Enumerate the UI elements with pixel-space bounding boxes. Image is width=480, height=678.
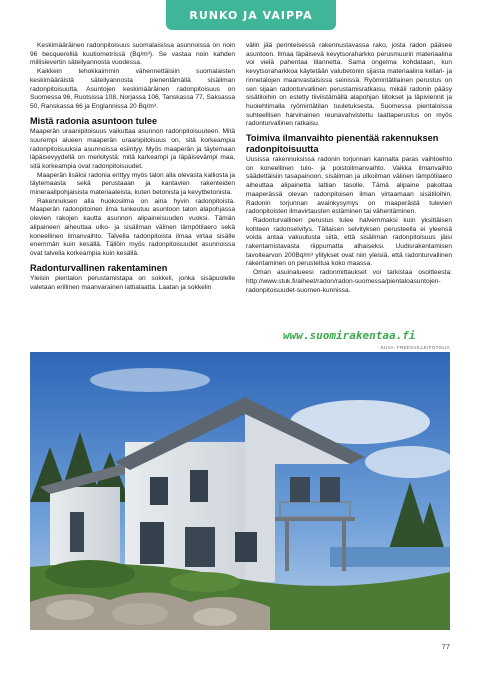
- lake: [330, 547, 450, 567]
- page-number: 77: [441, 642, 450, 651]
- window: [190, 470, 208, 502]
- paragraph: Maaperän lisäksi radonia erittyy myös talon alla olevasta kalliosta ja täytemaasta sekä perustaaan ja kantavien rakenteiden mineraalipohjaisista materiaaleista, kuten betonista ja kevytbetonista.: [30, 171, 235, 197]
- cloud: [90, 368, 210, 392]
- photo-credit: KUVA: FREESVILLE/FOTOLIA: [380, 345, 450, 350]
- house-photo: [30, 352, 450, 630]
- window: [235, 532, 257, 562]
- paragraph: välin jää perinteisessä rakennustavassa rako, josta radon pääsee asuntoon. Ilmaa läpäisevä kevytsoraharkko perusmuurin materiaalina voi vielä pahentaa tilannetta. Sama ongelma kohdataan, kun kevytsoraharkkoa käytetään valubetonin sijasta materiaalina kellari- ja rinnetalojen maanvastaisissa seinissä. Ryömintätilainen perustus on sen sijaan radonturvallinen perustamisratkaisu, mikäli radonin pääsy sisätiloihin on estetty tiiviistämällä alapohjan liitokset ja läpiviennit ja huolehtimalla ryömintätilan tuuletuksesta. Suomessa pientaloissa suhteellisen harvinainen reunavahvistettu laattaperustus on myös radonturvallinen ratkaisu.: [246, 42, 452, 128]
- rock: [46, 600, 94, 620]
- window: [320, 477, 340, 502]
- website-link[interactable]: www.suomirakentaa.fi: [283, 329, 416, 342]
- window: [140, 522, 164, 564]
- paragraph: Maaperän uraanipitoisuus vaikuttaa asunnon radonpitoisuuteen. Mitä suurempi alueen maaperän uraanipitoisuus on, sitä korkeampia radonpitoisuuksia asunnoissa esiintyy. Myös maaperän ja täytemaan läpäisevyydellä on merkitystä: mitä karkeampi ja läpäisevämpi maa, sitä korkeampia ovat radonpitoisuudet.: [30, 128, 235, 170]
- rock: [112, 603, 168, 625]
- rock: [193, 608, 237, 626]
- section-heading: Toimiva ilmanvaihto pienentää rakennuksen radonpitoisuutta: [246, 133, 439, 154]
- shrub: [45, 560, 135, 588]
- paragraph: Keskimääräinen radonpitoisuus suomalaisissa asunnoissa on noin 96 becquerelliä kuutiometrissä (Bq/m³). Se vastaa noin kahden millisievertin säteilyannosta vuodessa.: [30, 42, 235, 67]
- house-wing: [50, 487, 120, 572]
- door: [185, 527, 215, 567]
- section-heading: Mistä radonia asuntoon tulee: [30, 115, 158, 126]
- window: [290, 477, 310, 502]
- left-column: [30, 42, 235, 293]
- paragraph: Yleisin pientalon perustamistapa on sokkeli, jonka sisäpuolelle valetaan erillinen maanvarainen lattialaatta. Laatan ja sokkelin: [30, 275, 235, 291]
- paragraph: Kaikkein tehokkaimmin vähennettäisiin suomalaisten keskimääräistä säteilyannosta pienentämällä sisäilman radonpitoisuutta. Asuntojen keskimääräinen radonpitoisuus on Suomessa 96, Ruotsissa 108, Norjassa 106, Tanskassa 77, Saksassa 50, Ranskassa 66 ja Englannissa 20 Bq/m³.: [30, 68, 235, 110]
- window: [70, 512, 84, 552]
- paragraph: Uusissa rakennuksissa radonin torjunnan kannalta paras vaihtoehto on koneellinen tulo- ja poistoilmanvaihto. Vaikka ilmanvaihto säädettäisiin tasapainoon, sisäilman ja ulkoilman välinen lämpötilaero aiheuttaa alipainetta lattian tasolle. Tämä alipaine pakottaa maaperässä olevan radonpitoisen ilman virtaamaan sisätiloihin. Radonin torjunnan avainkysymys on maaperästä tulevien radonpitoisten ilmavirtausten estäminen tai vähentäminen.: [246, 156, 452, 216]
- section-header-tab: [166, 0, 336, 30]
- section-heading: Radonturvallinen rakentaminen: [30, 262, 168, 273]
- paragraph: Rakennuksen alla huokosilma on aina hyvin radonpitoista. Maaperän radonpitoinen ilma tunkeutuu asuntoon talon alapohjassa olevien rakojen kautta asunnon alipaineisuuden vuoksi. Tämän alipaineen aiheuttaa ulko- ja sisäilman välinen lämpötilaero sekä koneellinen ilmanvaihto. Talvella radonpitoista ilmaa virtaa sisälle enemmän kuin kesällä. Tällöin myös radonpitoisuudet asunnoissa ovat talvella korkeampia kuin kesällä.: [30, 197, 235, 257]
- post: [342, 521, 346, 571]
- window: [150, 477, 168, 505]
- paragraph: Radonturvallinen perustus tulee halvemmaksi kuin yksittäisen kohteen radonselvitys. Tällaisen selvityksen perusteella ei yleensä voida antaa vakuutusta siitä, että sisäilman radonpitoisuus jäisi rakentamistavasta riippumatta alhaiseksi. Uudisrakentamisen tavoitearvon 200Bq/m³ ylitykset ovat niin yleisiä, että radonturvallinen rakentaminen on perusteltua koko maassa.: [246, 216, 452, 268]
- post: [285, 521, 289, 571]
- right-column: [246, 42, 452, 295]
- shrub: [170, 572, 240, 592]
- section-title: RUNKO JA VAIPPA: [189, 9, 313, 22]
- paragraph: Oman asuinalueesi radonmittaukset voi tarkistaa osoitteesta: http://www.stuk.fi/aiheet/radon/radon-suomessa/pientaloasuntojen-radonpitoisuudet-suomen-kunnissa.: [246, 269, 452, 294]
